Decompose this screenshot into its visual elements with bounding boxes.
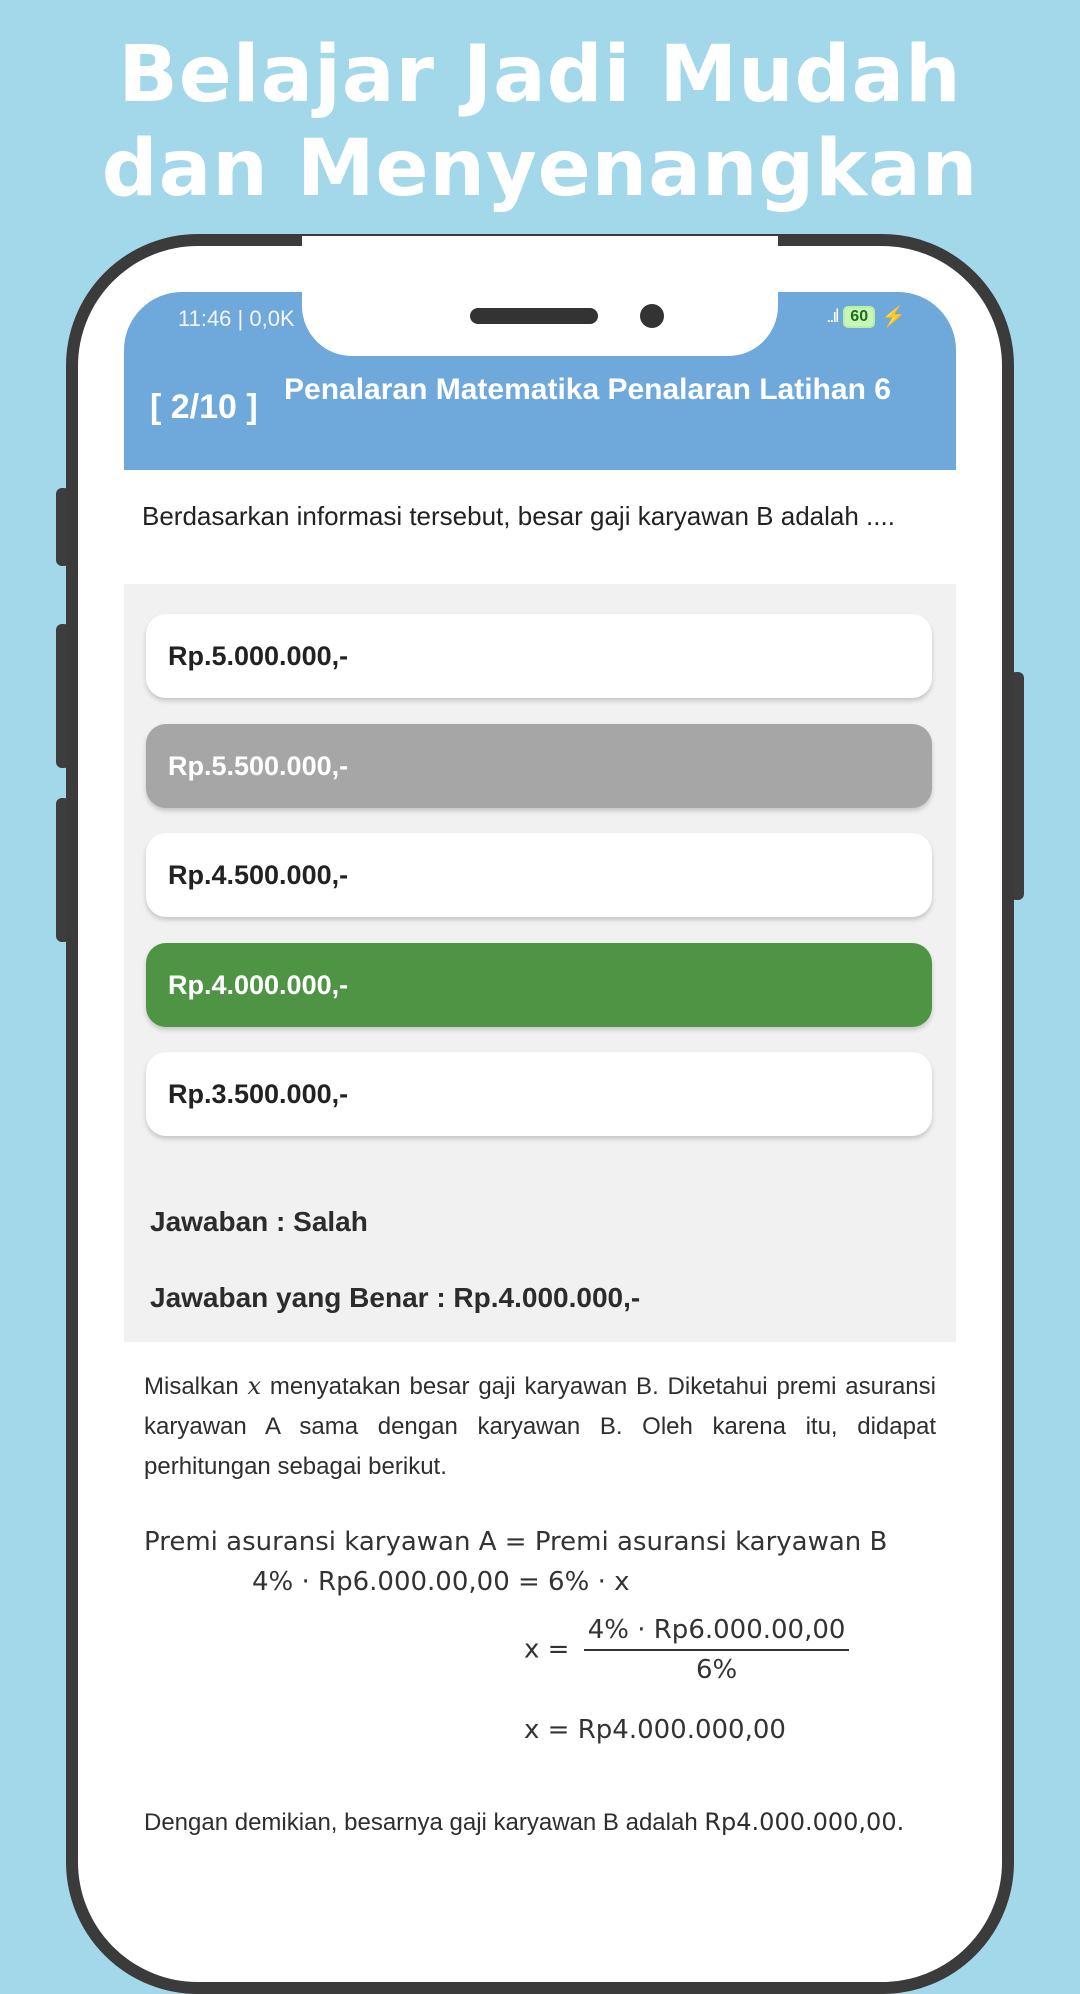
headline-line-2: dan Menyenangkan <box>101 124 979 214</box>
equation-2: 4% · Rp6.000.00,00 = 6% · x <box>252 1567 630 1597</box>
variable-x: x <box>247 1372 262 1400</box>
fraction-denominator: 6% <box>695 1655 738 1685</box>
explanation-text: menyatakan besar gaji karyawan B. Diketahui premi asuransi karyawan A sama dengan karyawan B. Oleh karena itu, didapat perhitungan sebagai berikut. <box>144 1373 936 1480</box>
explanation-text: Misalkan <box>144 1373 239 1400</box>
headline-line-1: Belajar Jadi Mudah <box>118 30 962 120</box>
fraction-numerator: 4% · Rp6.000.00,00 <box>584 1615 850 1651</box>
promo-headline <box>0 28 1080 216</box>
calculation <box>144 1527 936 1747</box>
signal-icon: ..ıl <box>826 306 838 326</box>
question-text: Berdasarkan informasi tersebut, besar gaji karyawan B adalah .... <box>142 501 895 531</box>
equation-4: x = Rp4.000.000,00 <box>524 1715 786 1745</box>
conclusion-value: Rp4.000.000,00. <box>704 1808 905 1836</box>
explanation-conclusion <box>144 1803 936 1842</box>
option-d[interactable]: Rp.4.000.000,- <box>146 943 932 1027</box>
option-c[interactable]: Rp.4.500.000,- <box>146 833 932 917</box>
option-e[interactable]: Rp.3.500.000,- <box>146 1052 932 1136</box>
equation-3-lhs: x = <box>524 1634 570 1665</box>
speaker-icon <box>470 308 598 324</box>
option-a[interactable]: Rp.5.000.000,- <box>146 614 932 698</box>
explanation <box>144 1366 936 1842</box>
explanation-paragraph-1 <box>144 1366 936 1487</box>
answer-options <box>124 584 956 1182</box>
charging-icon: ⚡ <box>881 306 906 328</box>
equation-3 <box>524 1615 849 1685</box>
equation-1: Premi asuransi karyawan A = Premi asuransi karyawan B <box>144 1527 888 1557</box>
result-panel <box>124 1180 956 1342</box>
status-time: 11:46 | 0,0K <box>178 306 295 331</box>
question-counter: [ 2/10 ] <box>150 388 258 426</box>
fraction <box>584 1615 850 1685</box>
answer-status: Jawaban : Salah <box>150 1206 368 1237</box>
battery-icon: 60 <box>843 306 875 328</box>
page-title: Penalaran Matematika Penalaran Latihan 6 <box>284 373 891 406</box>
phone-notch <box>302 236 778 356</box>
conclusion-text: Dengan demikian, besarnya gaji karyawan B adalah <box>144 1809 698 1836</box>
status-icons <box>826 304 906 329</box>
correct-answer: Jawaban yang Benar : Rp.4.000.000,- <box>150 1282 641 1313</box>
app-screen <box>124 292 956 1920</box>
camera-icon <box>640 304 664 328</box>
option-b[interactable]: Rp.5.500.000,- <box>146 724 932 808</box>
